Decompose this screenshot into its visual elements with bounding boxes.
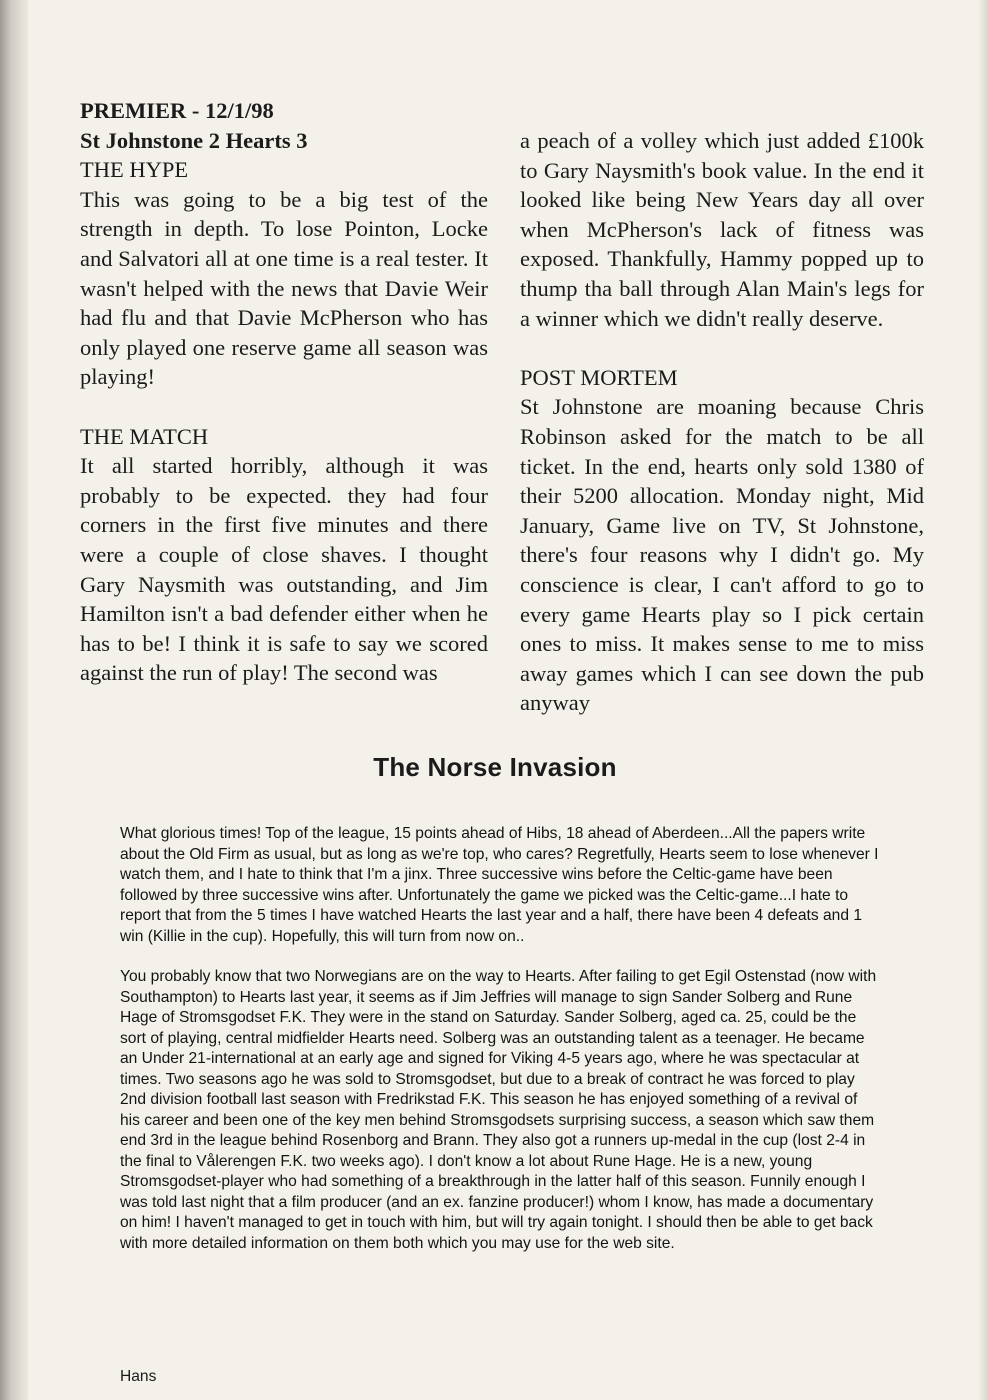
- norse-invasion-title: The Norse Invasion: [373, 752, 617, 782]
- post-mortem-text: St Johnstone are moaning because Chris Robinson asked for the match to be all ticket. In the end, hearts only sold 1380 of their 5200 allocation. Monday night, Mid January, Game live on TV, St Johnstone, there's four reasons why I didn't go. My conscience is clear, I can't afford to go to every game Hearts play so I pick certain ones to miss. It makes sense to me to miss away games which I can see down the pub anyway: [520, 394, 924, 716]
- match-text-left: It all started horribly, although it was probably to be expected. they had four corners in the first five minutes and there were a couple of close shaves. I thought Gary Naysmith was outstanding, and Jim Hamilton isn't a bad defender either when he has to be! I think it is safe to say we scored against the run of play! The second was: [80, 453, 488, 686]
- fixture-heading: St Johnstone 2 Hearts 3: [80, 127, 308, 153]
- author-signoff: Hans: [120, 1368, 157, 1385]
- right-column: [520, 126, 924, 718]
- left-column: [80, 96, 488, 688]
- match-text-right: a peach of a volley which just added £100k to Gary Naysmith's book value. In the end it looked like being New Years day all over when McPherson's lack of fitness was exposed. Thankfully, Hammy popped up to thump tha ball through Alan Main's legs for a winner which we didn't really deserve.: [520, 128, 924, 331]
- post-mortem-heading: POST MORTEM: [520, 364, 678, 390]
- book-gutter: [0, 0, 28, 1400]
- match-heading: THE MATCH: [80, 423, 209, 449]
- hype-text: This was going to be a big test of the strength in depth. To lose Pointon, Locke and Salvatori all at one time is a real tester. It wasn't helped with the news that Davie Weir had flu and that Davie McPherson who has only played one reserve game all season was playing!: [80, 186, 488, 390]
- hype-heading: THE HYPE: [80, 157, 189, 183]
- page-edge: [978, 0, 988, 1400]
- competition-heading: PREMIER - 12/1/98: [80, 98, 274, 123]
- norse-paragraph-2: You probably know that two Norwegians are on the way to Hearts. After failing to get Egil Ostenstad (now with Southampton) to Hearts last year, it seems as if Jim Jeffries will manage to sign Sander Solberg and Rune Hage of Stromsgodset F.K. They were in the stand on Saturday. Sander Solberg, aged ca. 25, could be the sort of playing, central midfielder Hearts need. Solberg was an outstanding talent as a teenager. He became an Under 21-international at an early age and signed for Viking 4-5 years ago, where he was spectacular at times. Two seasons ago he was sold to Stromsgodset, but due to a break of contract he was forced to play 2nd division football last season with Fredrikstad F.K. This season he has enjoyed something of a revival of his career and been one of the key men behind Stromsgodsets surprising success, a season which saw them end 3rd in the league behind Rosenborg and Brann. They also got a runners up-medal in the cup (lost 2-4 in the final to Vålerengen F.K. two weeks ago). I don't know a lot about Rune Hage. He is a new, young Stromsgodset-player who had something of a breakthrough in the latter half of this season. Funnily enough I was told last night that a film producer (and an ex. fanzine producer!) whom I know, has made a documentary on him! I haven't managed to get in touch with him, but will try again tonight. I should then be able to get back with more detailed information on them both which you may use for the web site.: [120, 968, 877, 1252]
- norse-article: [120, 824, 880, 1274]
- norse-paragraph-1: What glorious times! Top of the league, 15 points ahead of Hibs, 18 ahead of Aberdeen...All the papers write about the Old Firm as usual, but as long as we're top, who cares? Regretfully, Hearts seem to lose whenever I watch them, and I hate to think that I'm a jinx. Three successive wins before the Celtic-game have been followed by three successive wins after. Unfortunately the game we picked was the Celtic-game...I hate to report that from the 5 times I have watched Hearts the last year and a half, there have been 4 defeats and 1 win (Killie in the cup). Hopefully, this will turn from now on..: [120, 825, 879, 945]
